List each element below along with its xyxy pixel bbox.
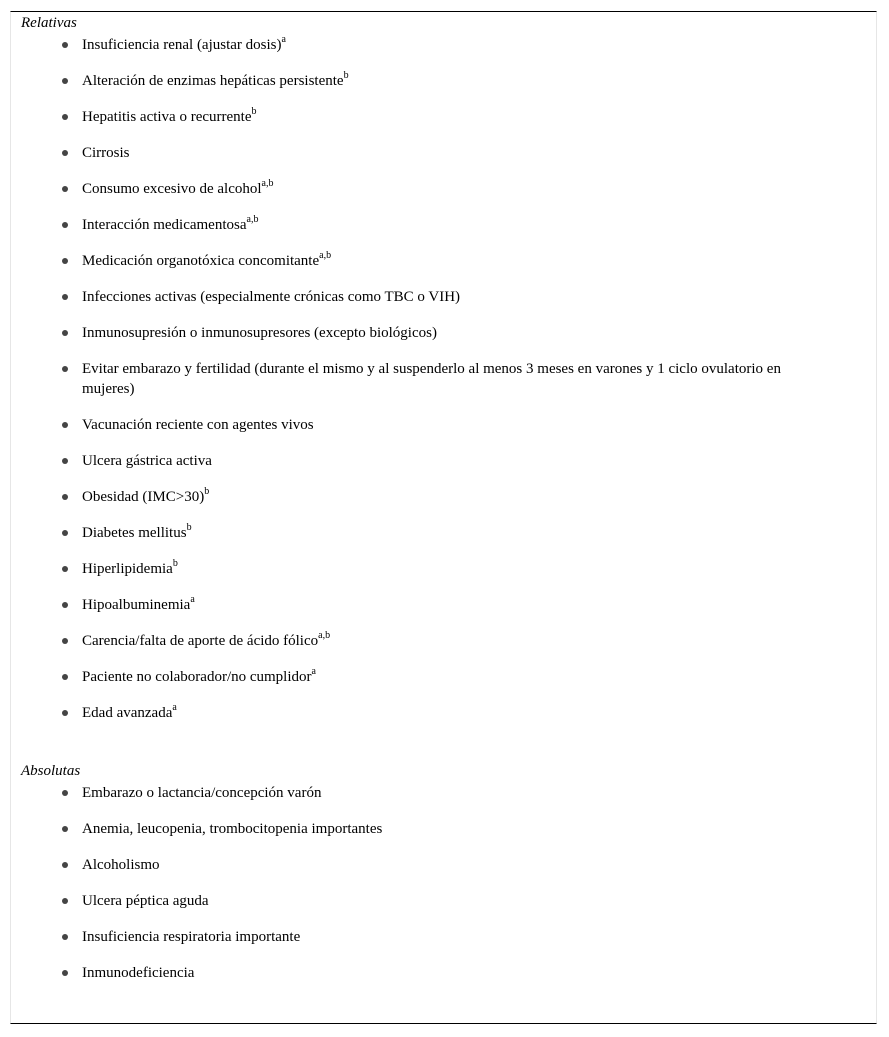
list-item-text: Infecciones activas (especialmente crónicas como TBC o VIH) [82, 289, 461, 305]
footnote-marker: a,b [318, 630, 331, 641]
list-item-text: Insuficiencia renal (ajustar dosis) [82, 37, 282, 53]
list-item-text: Inmunosupresión o inmunosupresores (excepto biológicos) [82, 325, 437, 341]
list-item [0, 451, 889, 471]
list-item [0, 891, 889, 911]
bullet-icon [62, 790, 68, 796]
list-item [0, 251, 889, 271]
bullet-icon [62, 674, 68, 680]
list-item-text: Consumo excesivo de alcohol [82, 181, 262, 197]
footnote-marker: a,b [246, 214, 259, 225]
bullet-icon [62, 258, 68, 264]
bullet-icon [62, 422, 68, 428]
footnote-marker: a [190, 594, 195, 605]
list-item [0, 667, 889, 687]
list-item-text: Alteración de enzimas hepáticas persistente [82, 73, 344, 89]
list-item [0, 415, 889, 435]
bullet-icon [62, 366, 68, 372]
absolutas-list [0, 783, 889, 999]
list-item-text: Insuficiencia respiratoria importante [82, 929, 301, 945]
bullet-icon [62, 222, 68, 228]
list-item-text: Obesidad (IMC>30) [82, 489, 205, 505]
list-item-text: Ulcera péptica aguda [82, 893, 209, 909]
bullet-icon [62, 530, 68, 536]
bullet-icon [62, 150, 68, 156]
bullet-icon [62, 566, 68, 572]
footnote-marker: b [343, 70, 349, 81]
footnote-marker: b [172, 558, 178, 569]
list-item-text: Inmunodeficiencia [82, 965, 195, 981]
list-item [0, 143, 889, 163]
bullet-icon [62, 494, 68, 500]
list-item-text: Medicación organotóxica concomitante [82, 253, 320, 269]
bullet-icon [62, 934, 68, 940]
list-item [0, 855, 889, 875]
list-item [0, 631, 889, 651]
list-item-text: Embarazo o lactancia/concepción varón [82, 785, 322, 801]
list-item [0, 215, 889, 235]
list-item-text: Hiperlipidemia [82, 561, 173, 577]
footnote-marker: b [251, 106, 257, 117]
list-item [0, 783, 889, 803]
list-item [0, 595, 889, 615]
list-item [0, 559, 889, 579]
section-heading-absolutas: Absolutas [21, 763, 81, 779]
bullet-icon [62, 114, 68, 120]
footnote-marker: a [281, 34, 286, 45]
bullet-icon [62, 330, 68, 336]
list-item [0, 107, 889, 127]
list-item [0, 287, 889, 307]
bullet-icon [62, 78, 68, 84]
relativas-list [0, 35, 889, 739]
bullet-icon [62, 186, 68, 192]
bullet-icon [62, 826, 68, 832]
list-item [0, 963, 889, 983]
list-item-text: Cirrosis [82, 145, 130, 161]
list-item-text: Hepatitis activa o recurrente [82, 109, 252, 125]
footnote-marker: b [186, 522, 192, 533]
footnote-marker: a [311, 666, 316, 677]
bullet-icon [62, 970, 68, 976]
list-item [0, 71, 889, 91]
list-item-text: Interacción medicamentosa [82, 217, 247, 233]
list-item-text: Anemia, leucopenia, trombocitopenia importantes [82, 821, 383, 837]
list-item-text: Alcoholismo [82, 857, 160, 873]
list-item-text: Ulcera gástrica activa [82, 453, 212, 469]
list-item [0, 703, 889, 723]
bullet-icon [62, 42, 68, 48]
list-item-text: Evitar embarazo y fertilidad (durante el mismo y al suspenderlo al menos 3 meses en varones y 1 ciclo ovulatorio en mujeres) [82, 361, 781, 397]
list-item [0, 179, 889, 199]
section-heading-relativas: Relativas [21, 15, 77, 31]
list-item [0, 323, 889, 343]
list-item-text: Paciente no colaborador/no cumplidor [82, 669, 312, 685]
list-item-text: Carencia/falta de aporte de ácido fólico [82, 633, 319, 649]
list-item-text: Hipoalbuminemia [82, 597, 191, 613]
list-item [0, 819, 889, 839]
bullet-icon [62, 638, 68, 644]
footnote-marker: a,b [261, 178, 274, 189]
bullet-icon [62, 458, 68, 464]
footnote-marker: a [172, 702, 177, 713]
list-item [0, 359, 889, 399]
list-item-text: Vacunación reciente con agentes vivos [82, 417, 314, 433]
footnote-marker: a,b [319, 250, 332, 261]
list-item [0, 487, 889, 507]
list-item [0, 35, 889, 55]
list-item [0, 523, 889, 543]
bullet-icon [62, 898, 68, 904]
bullet-icon [62, 862, 68, 868]
list-item [0, 927, 889, 947]
list-item-text: Edad avanzada [82, 705, 173, 721]
bullet-icon [62, 294, 68, 300]
footnote-marker: b [204, 486, 210, 497]
bullet-icon [62, 602, 68, 608]
bullet-icon [62, 710, 68, 716]
list-item-text: Diabetes mellitus [82, 525, 187, 541]
